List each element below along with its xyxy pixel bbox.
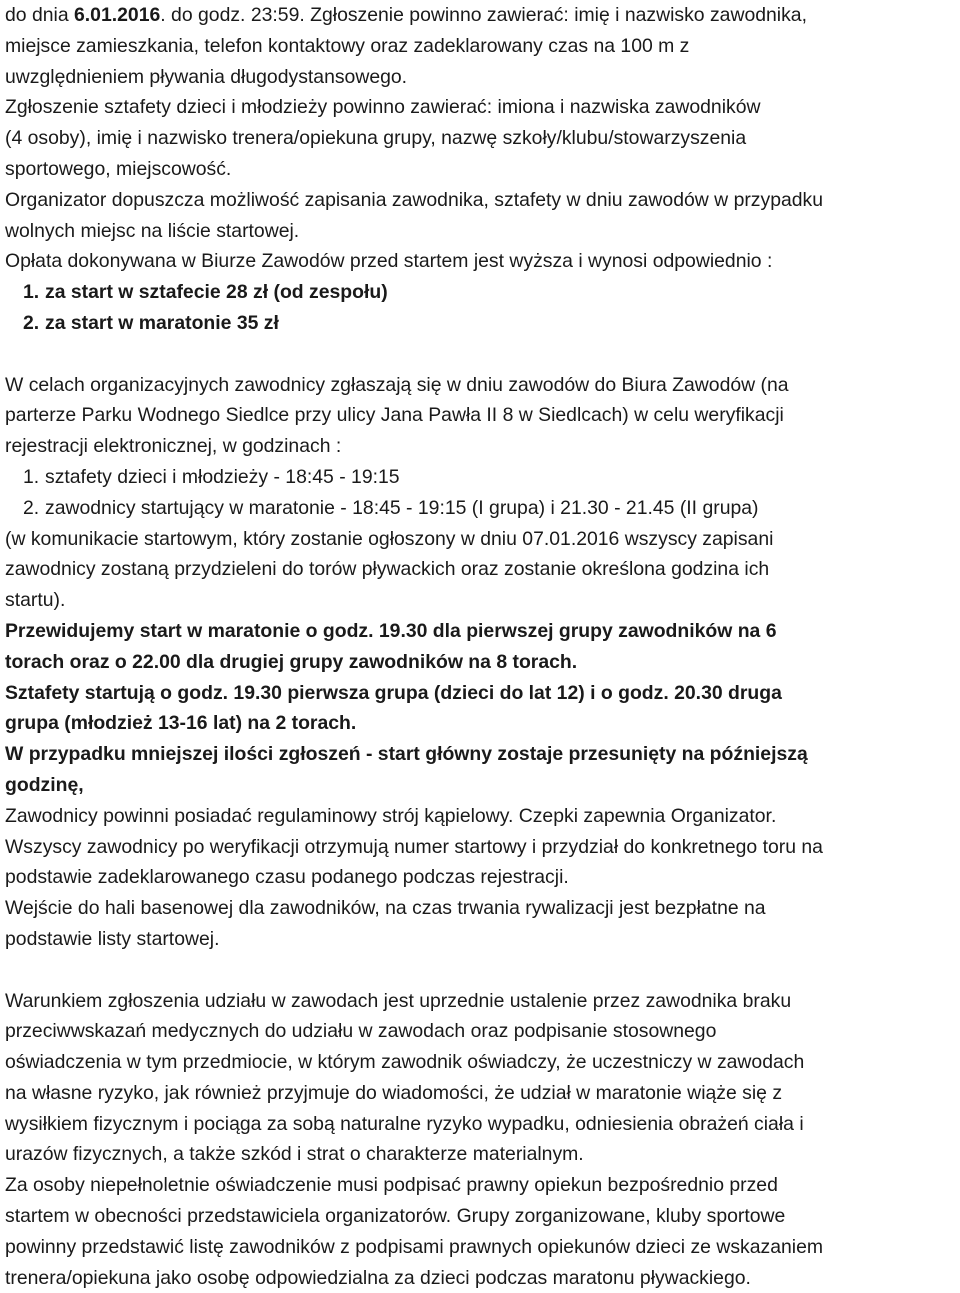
text-span: miejsce zamieszkania, telefon kontaktowy oraz zadeklarowany czas na 100 m z — [5, 34, 690, 57]
text-line — [5, 554, 960, 585]
list-number: 2. — [23, 311, 40, 334]
text-line — [5, 1201, 960, 1232]
bold-text: godzinę, — [5, 773, 84, 796]
text-line — [5, 431, 960, 462]
text-span: (w komunikacie startowym, który zostanie ogłoszony w dniu 07.01.2016 wszyscy zapisani — [5, 527, 774, 550]
hours-list — [5, 462, 960, 524]
text-span: trenera/opiekuna jako osobę odpowiedzialna za dzieci podczas maratonu pływackiego. — [5, 1266, 751, 1289]
text-line — [5, 893, 960, 924]
text-line — [5, 647, 960, 678]
bold-text: 6.01.2016 — [74, 4, 161, 26]
list-text: sztafety dzieci i młodzieży - 18:45 - 19:15 — [45, 465, 400, 488]
list-item — [5, 493, 960, 524]
list-number: 1. — [23, 465, 40, 488]
text-span: przeciwwskazań medycznych do udziału w zawodach oraz podpisanie stosownego — [5, 1020, 717, 1043]
text-line — [5, 585, 960, 616]
text-span: powinny przedstawić listę zawodników z podpisami prawnych opiekunów dzieci ze wskazaniem — [5, 1235, 824, 1258]
text-line — [5, 1263, 960, 1293]
text-span: oświadczenia w tym przedmiocie, w którym zawodnik oświadczy, że uczestniczy w zawodach — [5, 1051, 805, 1074]
schedule-section — [5, 524, 960, 955]
text-span: parterze Parku Wodnego Siedlce przy ulicy Jana Pawła II 8 w Siedlcach) w celu weryfikacji — [5, 404, 784, 427]
text-span: urazów fizycznych, a także szkód i strat o charakterze materialnym. — [5, 1143, 584, 1166]
text-line — [5, 524, 960, 555]
text-line — [5, 0, 960, 31]
text-line — [5, 986, 960, 1017]
text-span: sportowego, miejscowość. — [5, 157, 232, 180]
text-line — [5, 1232, 960, 1263]
text-span: Zgłoszenie sztafety dzieci i młodzieży powinno zawierać: imiona i nazwiska zawodników — [5, 96, 761, 119]
text-line — [5, 154, 960, 185]
text-span: wolnych miejsc na liście startowej. — [5, 219, 300, 242]
text-line — [5, 1078, 960, 1109]
list-item — [5, 308, 960, 339]
text-line — [5, 370, 960, 401]
text-line — [5, 1047, 960, 1078]
text-line — [5, 400, 960, 431]
text-span: (4 osoby), imię i nazwisko trenera/opiekuna grupy, nazwę szkoły/klubu/stowarzyszenia — [5, 127, 747, 150]
text-span: Wejście do hali basenowej dla zawodników, na czas trwania rywalizacji jest bezpłatne na — [5, 897, 766, 920]
list-text: za start w maratonie 35 zł — [45, 311, 279, 334]
text-span: Warunkiem zgłoszenia udziału w zawodach jest uprzednie ustalenie przez zawodnika braku — [5, 989, 792, 1012]
text-line — [5, 924, 960, 955]
fee-list — [5, 277, 960, 339]
text-span: . do godz. 23:59. Zgłoszenie powinno zawierać: imię i nazwisko zawodnika, — [160, 4, 807, 26]
text-line — [5, 62, 960, 93]
text-span: podstawie listy startowej. — [5, 927, 220, 950]
text-line — [5, 862, 960, 893]
list-item — [5, 277, 960, 308]
text-span: uwzględnieniem pływania długodystansowego. — [5, 65, 408, 88]
text-line — [5, 616, 960, 647]
list-text: zawodnicy startujący w maratonie - 18:45 - 19:15 (I grupa) i 21.30 - 21.45 (II grupa) — [45, 496, 759, 519]
text-span: startu). — [5, 589, 66, 612]
text-span: rejestracji elektronicznej, w godzinach : — [5, 435, 342, 458]
text-line — [5, 832, 960, 863]
list-item — [5, 462, 960, 493]
text-line — [5, 1016, 960, 1047]
bold-text: grupa (młodzież 13-16 lat) na 2 torach. — [5, 712, 357, 735]
text-span: Wszyscy zawodnicy po weryfikacji otrzymują numer startowy i przydział do konkretnego toru na — [5, 835, 823, 858]
spacer — [5, 955, 960, 986]
text-line — [5, 1170, 960, 1201]
text-line — [5, 92, 960, 123]
text-line — [5, 708, 960, 739]
text-line — [5, 216, 960, 247]
text-span: na własne ryzyko, jak również przyjmuje do wiadomości, że udział w maratonie wiąże się z — [5, 1081, 783, 1104]
text-span: startem w obecności przedstawiciela organizatorów. Grupy zorganizowane, kluby sportowe — [5, 1205, 786, 1228]
bold-text: torach oraz o 22.00 dla drugiej grupy zawodników na 8 torach. — [5, 650, 578, 673]
spacer — [5, 339, 960, 370]
text-line — [5, 185, 960, 216]
document-page — [5, 0, 960, 1293]
text-span: zawodnicy zostaną przydzieleni do torów pływackich oraz zostanie określona godzina ich — [5, 558, 770, 581]
text-line — [5, 246, 960, 277]
text-line — [5, 123, 960, 154]
medical-section — [5, 986, 960, 1293]
text-line — [5, 770, 960, 801]
bold-text: Przewidujemy start w maratonie o godz. 19.30 dla pierwszej grupy zawodników na 6 — [5, 619, 777, 642]
text-line — [5, 1109, 960, 1140]
text-line — [5, 801, 960, 832]
list-number: 1. — [23, 281, 40, 304]
text-span: do dnia — [5, 4, 75, 26]
bold-text: Sztafety startują o godz. 19.30 pierwsza grupa (dzieci do lat 12) i o godz. 20.30 druga — [5, 681, 782, 704]
text-line — [5, 739, 960, 770]
text-line — [5, 31, 960, 62]
text-span: Organizator dopuszcza możliwość zapisania zawodnika, sztafety w dniu zawodów w przypadku — [5, 188, 824, 211]
text-line — [5, 678, 960, 709]
list-number: 2. — [23, 496, 40, 519]
text-line — [5, 1139, 960, 1170]
text-span: Zawodnicy powinni posiadać regulaminowy strój kąpielowy. Czepki zapewnia Organizator. — [5, 804, 777, 827]
registration-section — [5, 0, 960, 277]
text-span: wysiłkiem fizycznym i pociąga za sobą naturalne ryzyko wypadku, odniesienia obrażeń ciała i — [5, 1112, 804, 1135]
text-span: Za osoby niepełnoletnie oświadczenie musi podpisać prawny opiekun bezpośrednio przed — [5, 1174, 778, 1197]
text-span: Opłata dokonywana w Biurze Zawodów przed startem jest wyższa i wynosi odpowiednio : — [5, 250, 773, 273]
text-span: podstawie zadeklarowanego czasu podanego podczas rejestracji. — [5, 866, 569, 889]
list-text: za start w sztafecie 28 zł (od zespołu) — [45, 281, 388, 304]
verification-section — [5, 370, 960, 462]
text-span: W celach organizacyjnych zawodnicy zgłaszają się w dniu zawodów do Biura Zawodów (na — [5, 373, 789, 396]
bold-text: W przypadku mniejszej ilości zgłoszeń - start główny zostaje przesunięty na późniejszą — [5, 743, 808, 766]
